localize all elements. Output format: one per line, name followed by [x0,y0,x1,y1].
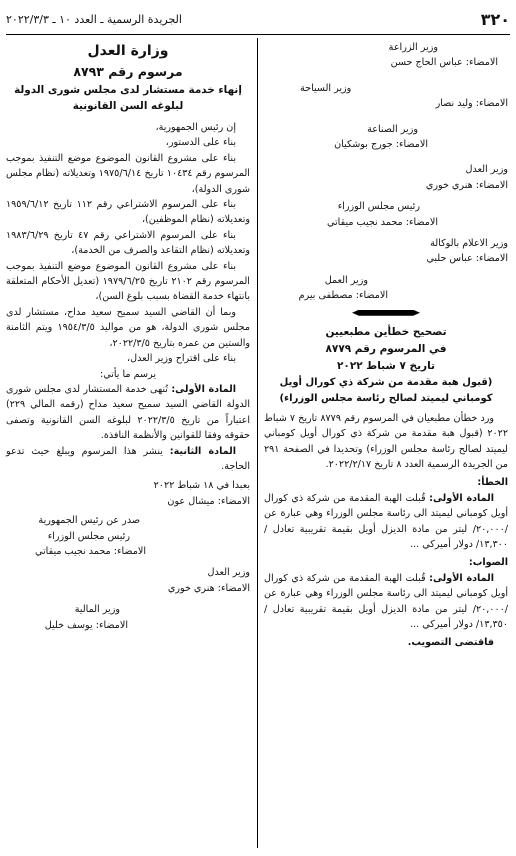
article-label: المادة الأولى: [171,383,236,395]
error-paragraph [264,491,508,553]
error-label: الخطأ: [477,477,508,489]
article-2 [6,444,250,475]
justice-role: وزير العدل [207,567,250,579]
article-label: المادة الأولى: [429,492,494,504]
preamble-line: بناء على الدستور، [165,137,236,149]
signature-name: الامضاء: مصطفى بيرم [298,290,388,302]
signature-line [264,288,508,303]
signature-name: الامضاء: عباس حلبي [426,253,508,265]
signature-line [264,96,508,111]
signature-block-labor [264,273,508,288]
preamble-line: بناء على مشروع القانون الموضوع موضع التنفيذ بموجب المرسوم رقم ٢١٠٢ تاريخ ١٩٧٩/٦/٢٥ (تعديل الأحكام المتعلقة بانتهاء خدمة القضاة بسبب بلوغ السن)، [6,260,250,303]
decrees-line: يرسم ما يأتي: [99,368,157,380]
correction-subject: (قبول هبة مقدمة من شركة ذي كورال أويل كومباني ليميتد لصالح رئاسة مجلس الوزراء) [279,376,493,404]
decree-title: إنهاء خدمة مستشار لدى مجلس شورى الدولة لبلوغه السن القانونية [14,84,242,112]
signature-name: الامضاء: وليد نصار [435,98,508,110]
preamble-line: بناء على اقتراح وزير العدل، [127,353,236,365]
signature-block-industry [264,122,508,137]
correction-intro: ورد خطأن مطبعيان في المرسوم رقم ٨٧٧٩ تاريخ ٧ شباط ٢٠٢٢ (قبول هبة مقدمة من شركة ذي كورال أويل كومباني ليميتد لصالح رئاسة مجلس الوزراء) وتحديدا في الصفحة ٢٩١ من الجريدة الرسمية العدد ٨ تاريخ ٢٠٢٢/٢/١٧. [264,412,508,470]
correction-date: تاريخ ٧ شباط ٢٠٢٢ [337,359,435,372]
signature-role: وزير الاعلام بالوكالة [430,238,508,250]
preamble-line: بناء على المرسوم الاشتراعي رقم ٤٧ تاريخ ١٩٨٣/٦/٢٩ وتعديلاته (نظام التقاعد والصرف من الخدمة)، [6,229,250,257]
signature-line [264,215,508,230]
preamble-line: بناء على المرسوم الاشتراعي رقم ١١٢ تاريخ ١٩٥٩/٦/١٢ وتعديلاته (نظام الموظفين)، [6,199,250,226]
page-number: ٣٢٠ [480,9,510,29]
preamble-line: إن رئيس الجمهورية، [155,122,236,133]
signature-role: رئيس مجلس الوزراء [337,201,420,213]
publication-info: الجريدة الرسمية ـ العدد ١٠ ـ ٢٠٢٢/٣/٣ [6,12,182,26]
signature-block-agriculture [264,40,508,55]
signature-role: وزير العمل [324,274,368,286]
correct-paragraph [264,571,508,633]
left-column [6,40,250,633]
justice-signature: الامضاء: هنري خوري [167,582,250,594]
signature-block-information [264,236,508,251]
signature-line [264,137,508,152]
signature-block-justice [264,162,508,177]
article-text: ينشر هذا المرسوم ويبلغ حيث تدعو الحاجة. [6,445,250,472]
pm-role: رئيس مجلس الوزراء [47,530,130,542]
signature-name: الامضاء: محمد نجيب ميقاتي [327,216,438,228]
preamble-line: بناء على مشروع القانون الموضوع موضع التنفيذ بموجب المرسوم رقم ١٠٤٣٤ تاريخ ١٩٧٥/٦/١٤ وتعديلاته (نظام مجلس شورى الدولة)، [6,152,250,195]
article-label: المادة الأولى: [429,572,494,584]
article-label: المادة الثانية: [169,445,236,457]
signature-role: وزير الصناعة [367,123,418,135]
signature-role: وزير الزراعة [388,42,438,53]
correct-text: قُبلت الهبة المقدمة من شركة ذي كورال أويل كومباني ليميتد الى رئاسة مجلس الوزراء وهي عبارة عن /٢٠,٠٠٠/ ليتر من مادة الديزل أويل بقيمة تقريبية تعادل /١٣,٣٥٠/ دولار أميركي ... [264,572,508,630]
place-date: بعبدا في ١٨ شباط ٢٠٢٢ [153,480,250,492]
signature-name: الامضاء: هنري خوري [425,179,508,191]
finance-role: وزير المالية [74,604,120,616]
president-signature: الامضاء: ميشال عون [167,495,250,507]
correction-title: تصحيح خطأين مطبعيين [325,325,447,338]
finance-signature: الامضاء: يوسف خليل [44,619,128,631]
error-text: قُبلت الهبة المقدمة من شركة ذي كورال أويل كومباني ليميتد الى رئاسة مجلس الوزراء وهي عبارة عن /٢٠,٠٠٠/ ليتر من مادة الديزل أويل بقيمة تقريبية تعادل /١٣,٣٠٠/ دولار أميركي ... [264,492,508,550]
section-divider [264,310,508,316]
article-1 [6,382,250,444]
right-column [264,40,508,651]
signature-name: الامضاء: جورج بوشكيان [334,139,428,151]
signature-role: وزير السياحة [300,82,352,94]
pm-signature: الامضاء: محمد نجيب ميقاتي [35,545,146,557]
signature-block-tourism [264,81,508,96]
column-divider [257,38,258,848]
correct-label: الصواب: [468,557,508,569]
signature-block-pm [264,199,508,214]
page-header [6,6,510,32]
issued-by: صدر عن رئيس الجمهورية [38,515,140,527]
signature-name: الامضاء: عباس الحاج حسن [390,57,498,69]
ministry-title: وزارة العدل [87,43,169,59]
article-text: تُنهى خدمة المستشار لدى مجلس شورى الدولة القاضي السيد سميح سعيد مداح (رقمه المالي ٢٢٩) اعتباراً من تاريخ ٢٠٢٢/٣/٥ لبلوغه السن القانونية وتصفى حقوقه وفقا للقوانين والأنظمة النافذة. [6,383,250,442]
correction-subtitle: في المرسوم رقم ٨٧٧٩ [325,342,447,355]
header-divider [6,34,510,35]
decree-number: مرسوم رقم ٨٧٩٣ [73,64,183,79]
signature-line [264,55,508,70]
preamble-line: وبما أن القاضي السيد سميح سعيد مداح، مستشار لدى مجلس شورى الدولة، هو من مواليد ١٩٥٤/٣/٥ ويتم الثامنة والستين من عمره بتاريخ ٢٠٢٢/٣/٥، [6,306,250,349]
correction-closing: فاقتضى التصويب. [407,637,494,649]
signature-line [264,178,508,193]
signature-line [264,251,508,266]
signature-role: وزير العدل [465,164,508,176]
